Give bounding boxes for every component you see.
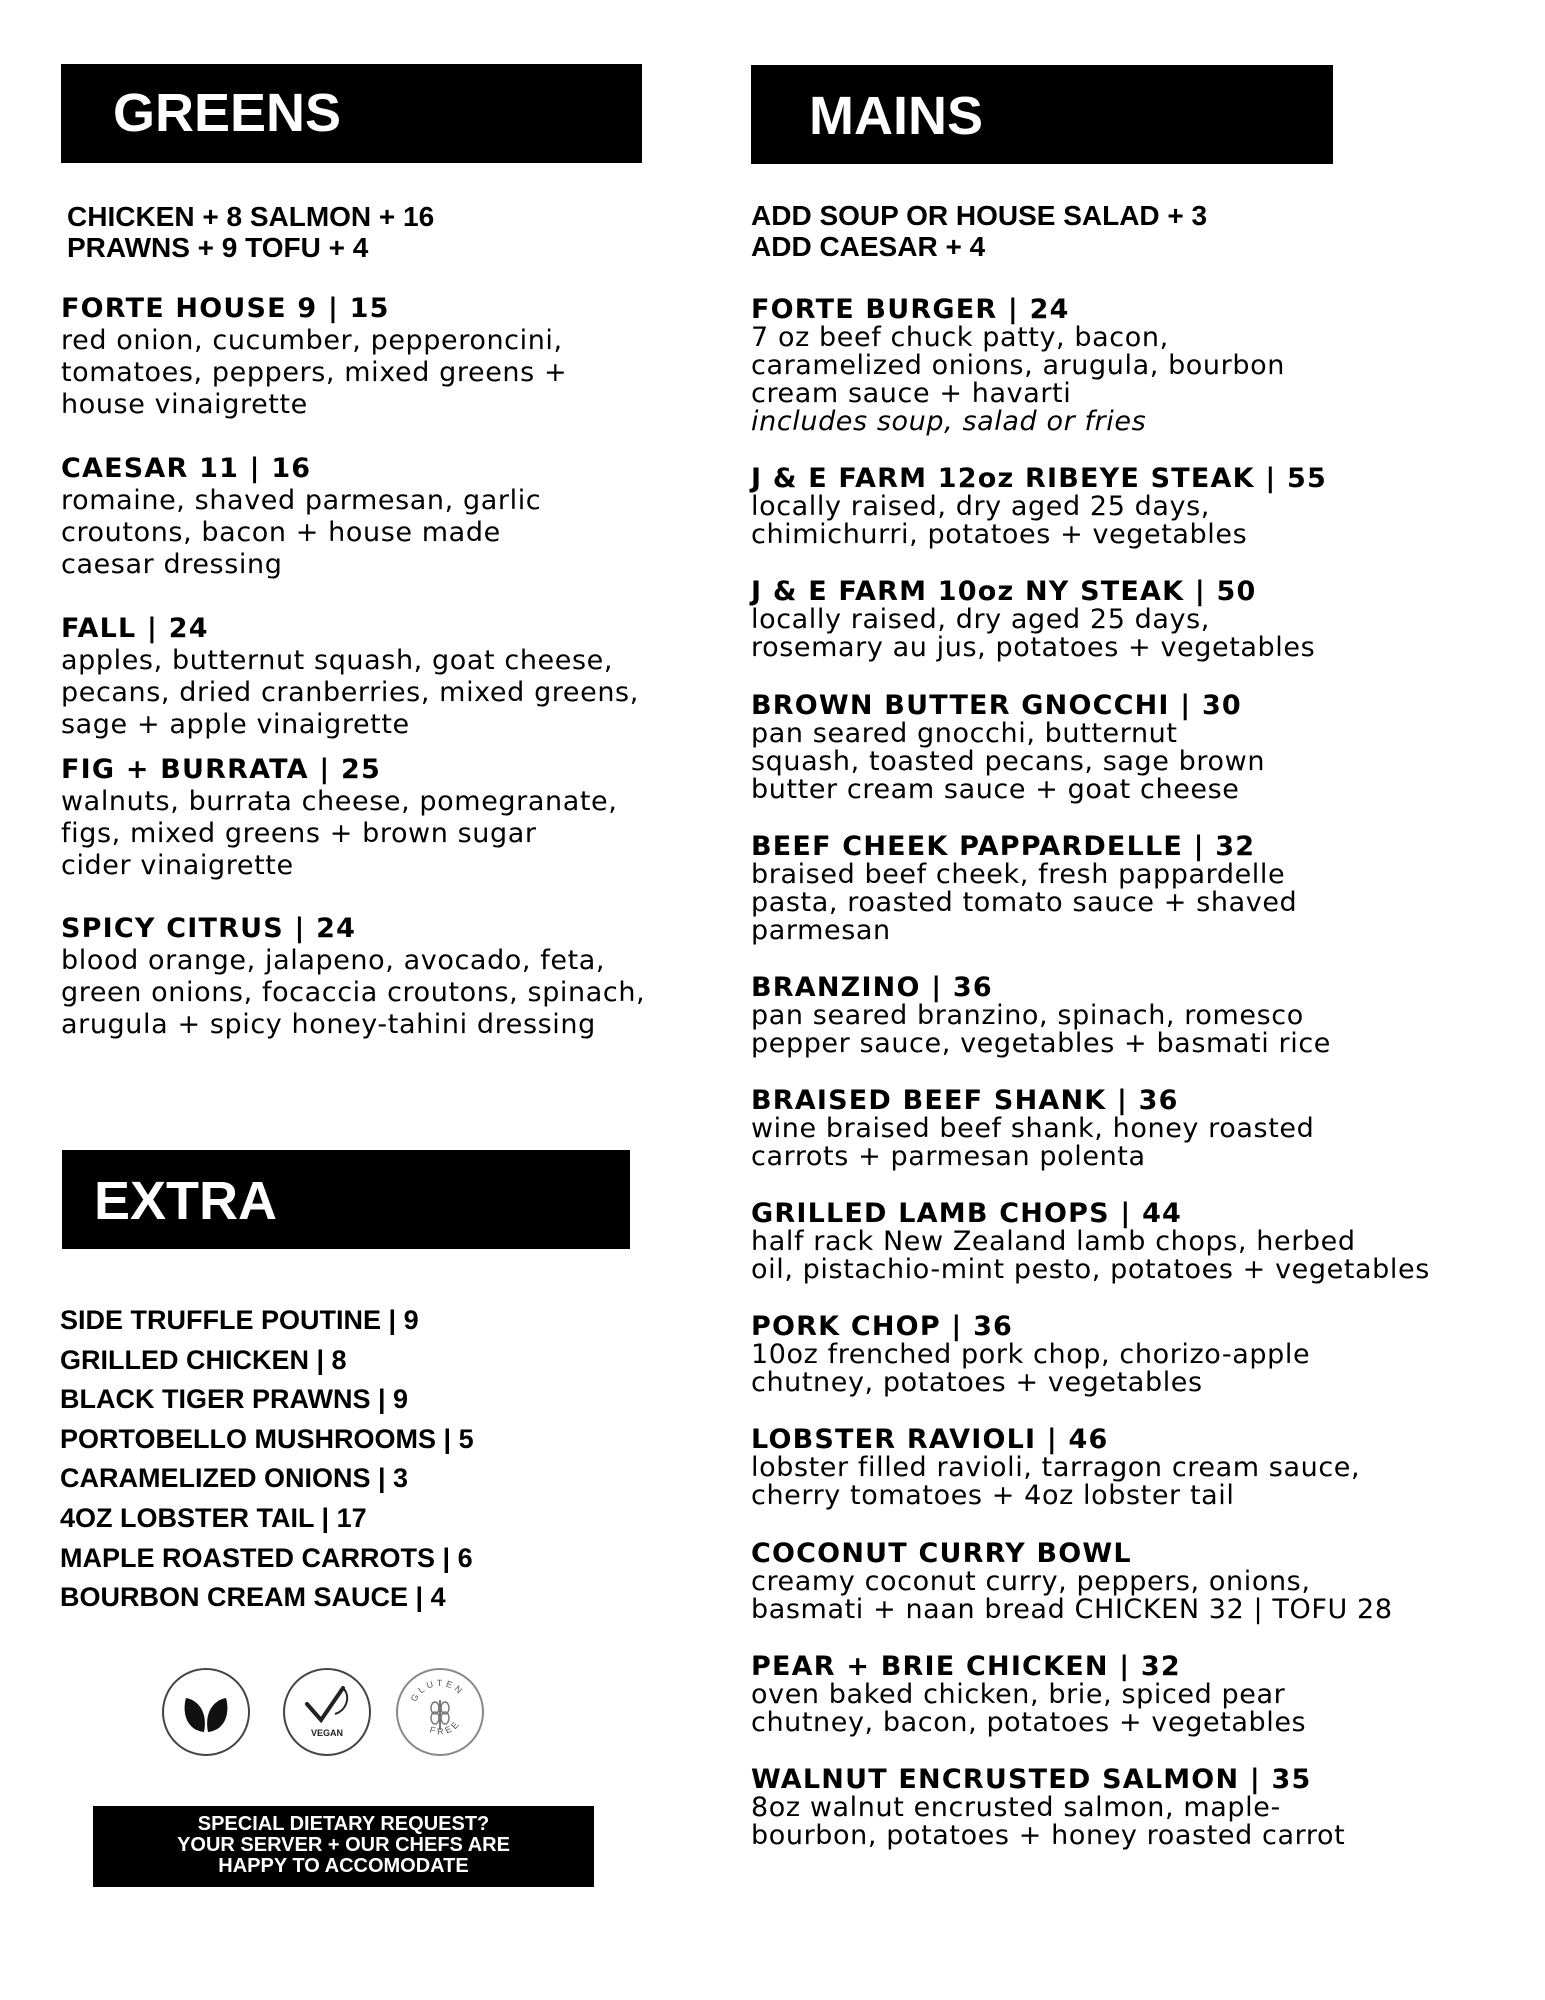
mains-addons [751, 200, 1207, 262]
description-line: apples, butternut squash, goat cheese, [61, 645, 614, 676]
leaf-icon [164, 1670, 248, 1754]
menu-item [751, 692, 1265, 804]
extras-list [60, 1301, 474, 1618]
description-line: pasta, roasted tomato sauce + shaved [751, 887, 1298, 918]
menu-item-description [751, 1794, 1345, 1850]
dietary-line: YOUR SERVER + OUR CHEFS ARE [177, 1834, 510, 1856]
menu-item-description [61, 485, 541, 581]
menu-item-name: BROWN BUTTER GNOCCHI | 30 [751, 690, 1242, 721]
extra-item: GRILLED CHICKEN | 8 [60, 1344, 347, 1375]
menu-item [61, 913, 645, 1041]
menu-item [751, 296, 1285, 436]
description-line: chutney, bacon, potatoes + vegetables [751, 1707, 1307, 1738]
description-line: squash, toasted pecans, sage brown [751, 746, 1266, 777]
menu-item-description [61, 325, 567, 421]
description-line: tomatoes, peppers, mixed greens + [61, 357, 568, 388]
menu-item-description [751, 1228, 1430, 1284]
menu-item [751, 1426, 1360, 1510]
description-line: croutons, bacon + house made [61, 517, 501, 548]
menu-item-description [61, 945, 645, 1041]
menu-item-name: GRILLED LAMB CHOPS | 44 [751, 1198, 1183, 1229]
description-line: green onions, focaccia croutons, spinach, [61, 977, 646, 1008]
menu-item [61, 293, 567, 421]
wheat-icon [398, 1670, 482, 1754]
menu-item [751, 833, 1297, 945]
dietary-line: HAPPY TO ACCOMODATE [218, 1855, 469, 1877]
gluten-label: GLUTEN [408, 1677, 467, 1704]
menu-item-description [751, 1681, 1306, 1737]
description-line: pan seared branzino, spinach, romesco [751, 1000, 1304, 1031]
menu-item-name: J & E FARM 12oz RIBEYE STEAK | 55 [751, 463, 1327, 494]
menu-item [61, 613, 639, 741]
description-line: bourbon, potatoes + honey roasted carrot [751, 1820, 1346, 1851]
menu-item-name: BRAISED BEEF SHANK | 36 [751, 1085, 1179, 1116]
menu-item-note: includes soup, salad or fries [751, 406, 1147, 437]
description-line: arugula + spicy honey-tahini dressing [61, 1009, 596, 1040]
menu-item-name: BEEF CHEEK PAPPARDELLE | 32 [751, 831, 1256, 862]
description-line: wine braised beef shank, honey roasted [751, 1113, 1315, 1144]
description-line: oil, pistachio-mint pesto, potatoes + vegetables [751, 1254, 1430, 1285]
greens-addon-line: PRAWNS + 9 TOFU + 4 [67, 232, 369, 263]
vegetarian-badge [162, 1668, 250, 1756]
extra-item: BOURBON CREAM SAUCE | 4 [60, 1582, 446, 1613]
description-line: figs, mixed greens + brown sugar [61, 818, 537, 849]
description-line: rosemary au jus, potatoes + vegetables [751, 632, 1316, 663]
menu-item-name: FIG + BURRATA | 25 [61, 754, 382, 785]
free-label: FREE [428, 1717, 463, 1737]
description-line: red onion, cucumber, pepperoncini, [61, 325, 563, 356]
menu-item [751, 1087, 1314, 1171]
description-line: caesar dressing [61, 549, 283, 580]
menu-item-description [751, 1002, 1331, 1058]
mains-header [751, 65, 1333, 164]
description-line: pecans, dried cranberries, mixed greens, [61, 677, 639, 708]
menu-item-name: LOBSTER RAVIOLI | 46 [751, 1424, 1109, 1455]
svg-text:FREE [429, 1718, 463, 1737]
description-line: cider vinaigrette [61, 850, 294, 881]
extra-item: MAPLE ROASTED CARROTS | 6 [60, 1542, 473, 1573]
description-line: walnuts, burrata cheese, pomegranate, [61, 786, 618, 817]
description-line: basmati + naan bread CHICKEN 32 | TOFU 28 [751, 1594, 1393, 1625]
greens-header [61, 64, 642, 163]
description-line: 10oz frenched pork chop, chorizo-apple [751, 1339, 1311, 1370]
description-line: braised beef cheek, fresh pappardelle [751, 859, 1286, 890]
extra-item: SIDE TRUFFLE POUTINE | 9 [60, 1305, 419, 1335]
menu-item-description [61, 645, 639, 741]
menu-item [751, 465, 1327, 549]
vegan-label: VEGAN [310, 1728, 344, 1738]
menu-item [751, 974, 1331, 1058]
menu-item [751, 578, 1315, 662]
extra-item: 4OZ LOBSTER TAIL | 17 [60, 1502, 367, 1533]
menu-item [61, 453, 541, 581]
menu-item-description [751, 606, 1315, 662]
greens-title: GREENS [113, 83, 342, 143]
extra-item: BLACK TIGER PRAWNS | 9 [60, 1384, 409, 1415]
extra-item: PORTOBELLO MUSHROOMS | 5 [60, 1423, 474, 1454]
menu-item-name: FORTE HOUSE 9 | 15 [61, 293, 390, 324]
menu-item-name: FORTE BURGER | 24 [751, 294, 1070, 325]
description-line: locally raised, dry aged 25 days, [751, 491, 1210, 522]
menu-item-description [751, 1454, 1360, 1510]
svg-text:GLUTEN [409, 1678, 467, 1703]
menu-item-name: FALL | 24 [61, 613, 209, 644]
description-line: carrots + parmesan polenta [751, 1141, 1146, 1172]
menu-item-name: COCONUT CURRY BOWL [751, 1538, 1132, 1569]
gluten-free-badge [396, 1668, 484, 1756]
description-line: house vinaigrette [61, 389, 308, 420]
menu-item [751, 1200, 1430, 1284]
menu-item-description [751, 861, 1297, 945]
description-line: locally raised, dry aged 25 days, [751, 604, 1210, 635]
description-line: caramelized onions, arugula, bourbon [751, 350, 1285, 381]
extra-title: EXTRA [94, 1171, 278, 1231]
greens-addon-line: CHICKEN + 8 SALMON + 16 [67, 201, 435, 232]
menu-item-name: J & E FARM 10oz NY STEAK | 50 [751, 576, 1257, 607]
menu-item [61, 754, 617, 882]
menu-item-name: BRANZINO | 36 [751, 972, 993, 1003]
mains-addon-line: ADD CAESAR + 4 [751, 231, 986, 262]
description-line: chutney, potatoes + vegetables [751, 1367, 1203, 1398]
description-line: half rack New Zealand lamb chops, herbed [751, 1226, 1356, 1257]
vegan-check-icon [285, 1670, 369, 1754]
greens-addons [67, 201, 434, 263]
description-line: cream sauce + havarti [751, 378, 1072, 409]
description-line: lobster filled ravioli, tarragon cream sauce, [751, 1452, 1361, 1483]
description-line: romaine, shaved parmesan, garlic [61, 485, 542, 516]
mains-addon-line: ADD SOUP OR HOUSE SALAD + 3 [751, 200, 1208, 231]
menu-item [751, 1313, 1310, 1397]
menu-item-description [751, 1568, 1393, 1624]
description-line: cherry tomatoes + 4oz lobster tail [751, 1480, 1235, 1511]
menu-item-description [751, 1341, 1310, 1397]
description-line: blood orange, jalapeno, avocado, feta, [61, 945, 606, 976]
menu-item-description [751, 1115, 1314, 1171]
menu-item [751, 1653, 1306, 1737]
description-line: pepper sauce, vegetables + basmati rice [751, 1028, 1331, 1059]
menu-item-name: PEAR + BRIE CHICKEN | 32 [751, 1651, 1181, 1682]
extra-header [62, 1150, 630, 1249]
description-line: 7 oz beef chuck patty, bacon, [751, 322, 1169, 353]
description-line: oven baked chicken, brie, spiced pear [751, 1679, 1286, 1710]
vegan-badge [283, 1668, 371, 1756]
description-line: parmesan [751, 915, 891, 946]
description-line: 8oz walnut encrusted salmon, maple- [751, 1792, 1281, 1823]
menu-item-description [751, 493, 1327, 549]
menu-item-name: PORK CHOP | 36 [751, 1311, 1014, 1342]
mains-title: MAINS [809, 86, 983, 146]
description-line: butter cream sauce + goat cheese [751, 774, 1240, 805]
description-line: chimichurri, potatoes + vegetables [751, 519, 1248, 550]
menu-item-name: WALNUT ENCRUSTED SALMON | 35 [751, 1764, 1312, 1795]
description-line: creamy coconut curry, peppers, onions, [751, 1566, 1311, 1597]
menu-item-description [61, 786, 617, 882]
description-line: pan seared gnocchi, butternut [751, 718, 1178, 749]
menu-item [751, 1540, 1393, 1624]
menu-item-description [751, 720, 1265, 804]
dietary-line: SPECIAL DIETARY REQUEST? [197, 1813, 490, 1835]
menu-item [751, 1766, 1345, 1850]
extra-item: CARAMELIZED ONIONS | 3 [60, 1463, 409, 1494]
description-line: sage + apple vinaigrette [61, 709, 410, 740]
menu-item-name: CAESAR 11 | 16 [61, 453, 312, 484]
menu-item-description [751, 324, 1285, 436]
dietary-request-box [93, 1806, 594, 1887]
menu-item-name: SPICY CITRUS | 24 [61, 913, 357, 944]
